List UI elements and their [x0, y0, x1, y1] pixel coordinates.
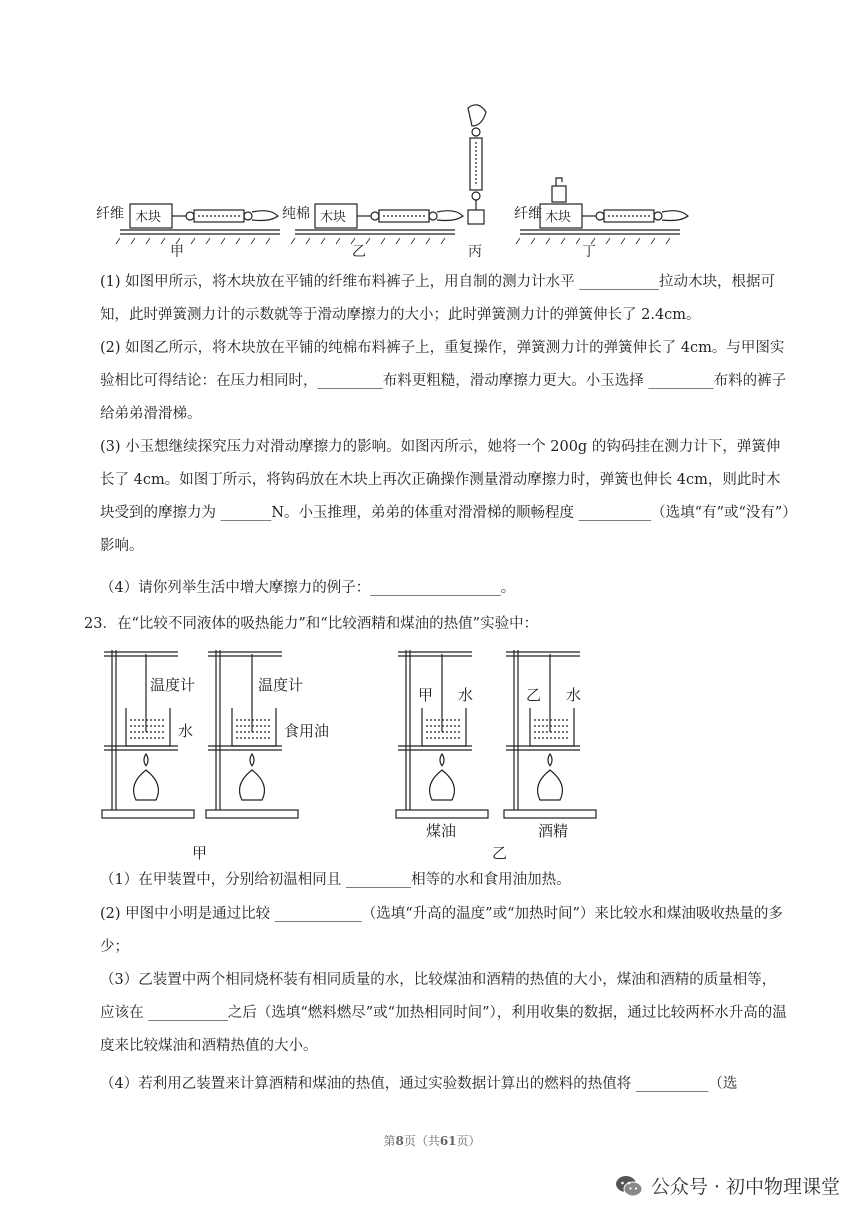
friction-figure — [90, 100, 710, 260]
q22-part2: (2) 如图乙所示，将木块放在平铺的纯棉布料裤子上，重复操作，弹簧测力计的弹簧伸长了 4cm。与甲图实验相比可得结论：在压力相同时，_________布料更粗糙，滑动摩擦力更大。小玉选择 _________布料的裤子给弟弟滑滑梯。 — [100, 340, 787, 422]
footer-prefix: 第 — [383, 1134, 396, 1148]
block-label-yi: 木块 — [320, 210, 347, 225]
cloth-label-yi: 纯棉 — [282, 206, 310, 222]
liquid-label-2: 食用油 — [284, 722, 330, 740]
thermometer-label-2: 温度计 — [258, 676, 304, 694]
wechat-icon — [615, 1174, 643, 1198]
q22-part1: (1) 如图甲所示，将木块放在平铺的纤维布料裤子上，用自制的测力计水平 ___________拉动木块，根据可知，此时弹簧测力计的示数就等于滑动摩擦力的大小；此时弹簧测力计的弹簧伸长了 2.4cm。 — [100, 274, 776, 323]
q23-part1: （1）在甲装置中，分别给初温相同且 _________相等的水和食用油加热。 — [100, 872, 571, 888]
caption-left: 甲 — [192, 844, 208, 862]
cloth-label-jia: 纤维 — [96, 206, 124, 222]
footer-mid: 页（共 — [403, 1134, 440, 1148]
beaker-tag-3: 甲 — [418, 686, 434, 704]
caption-ding: 丁 — [582, 244, 596, 260]
thermometer-label-1: 温度计 — [150, 676, 196, 694]
footer-suffix: 页） — [456, 1134, 481, 1148]
caption-bing: 丙 — [468, 244, 482, 260]
q23-part3: （3）乙装置中两个相同烧杯装有相同质量的水，比较煤油和酒精的热值的大小，煤油和酒精的质量相等，应该在 ___________之后（选填“燃料燃尽”或“加热相同时间”），利用收集的数据，通过比较两杯水升高的温度来比较煤油和酒精热值的大小。 — [100, 972, 787, 1054]
watermark-text: 公众号 · 初中物理课堂 — [650, 1176, 840, 1198]
liquid-label-3: 水 — [458, 686, 474, 704]
q23-part4: （4）若利用乙装置来计算酒精和煤油的热值，通过实验数据计算出的燃料的热值将 __________（选 — [100, 1076, 738, 1092]
fuel-label-kerosene: 煤油 — [426, 822, 457, 840]
cloth-label-ding: 纤维 — [514, 206, 542, 222]
q22-part4: （4）请你列举生活中增大摩擦力的例子：__________________。 — [100, 580, 516, 596]
block-label-jia: 木块 — [135, 210, 162, 225]
watermark — [615, 1172, 840, 1199]
liquid-label-1: 水 — [178, 722, 194, 740]
fuel-label-alcohol: 酒精 — [538, 822, 569, 840]
footer-page-number: 8 — [395, 1134, 404, 1148]
block-label-ding: 木块 — [545, 210, 572, 225]
q23-heading: 23．在“比较不同液体的吸热能力”和“比较酒精和煤油的热值”实验中： — [84, 616, 539, 632]
beaker-tag-4: 乙 — [526, 686, 542, 704]
liquid-label-4: 水 — [566, 686, 582, 704]
caption-yi: 乙 — [352, 244, 366, 260]
caption-jia: 甲 — [170, 244, 184, 260]
heating-figure — [96, 640, 616, 868]
q22-part3: (3) 小玉想继续探究压力对滑动摩擦力的影响。如图丙所示，她将一个 200g 的钩码挂在测力计下，弹簧伸长了 4cm。如图丁所示，将钩码放在木块上再次正确操作测量滑动摩擦力时，弹簧也伸长 4cm，则此时木块受到的摩擦力为 _______N。小玉推理，弟弟的体重对滑滑梯的顺畅程度 __________（选填“有”或“没有”）影响。 — [100, 439, 790, 554]
q23-part2: (2) 甲图中小明是通过比较 ____________（选填“升高的温度”或“加热时间”）来比较水和煤油吸收热量的多少； — [100, 906, 783, 955]
footer-total-pages: 61 — [439, 1134, 457, 1148]
page-footer — [0, 1132, 864, 1149]
caption-right: 乙 — [492, 844, 508, 862]
